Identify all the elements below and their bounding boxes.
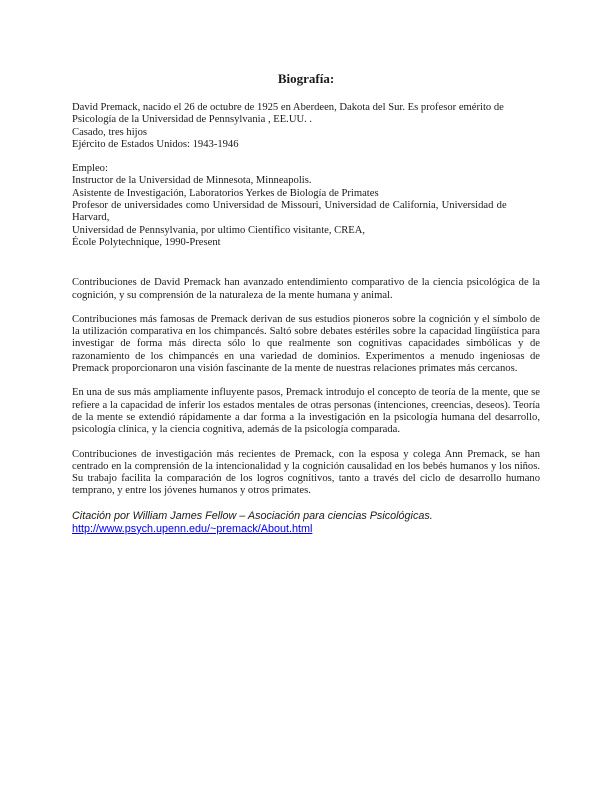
employment-line: École Polytechnique, 1990-Present [72,236,221,248]
body-paragraph: Contribuciones más famosas de Premack derivan de sus estudios pioneros sobre la cognición y el símbolo de la utilización comparativa en los chimpancés. Saltó sobre debates estériles sobre la capacidad lingüística para investigar de forma más directa sólo lo que realmente son cognitivas capacidades simbólicas y de razonamiento de los chimpancés en una variedad de dominios. Experimentos a menudo ingeniosas de Premack proporcionaron una visión fascinante de la mente de nuestras relaciones primates más cercanos. [72,313,540,375]
employment-line: Instructor de la Universidad de Minnesota, Minneapolis. [72,175,312,187]
intro-block [72,102,540,151]
employment-line: Asistente de Investigación, Laboratorios Yerkes de Biología de Primates [72,187,379,199]
intro-line: Ejército de Estados Unidos: 1943-1946 [72,138,239,150]
employment-heading: Empleo: [72,163,108,175]
employment-block [72,163,540,249]
citation-link[interactable]: http://www.psych.upenn.edu/~premack/About.html [72,522,313,535]
intro-line: Casado, tres hijos [72,126,148,138]
intro-line: David Premack, nacido el 26 de octubre de 1925 en Aberdeen, Dakota del Sur. Es profesor emérito de [72,102,504,113]
intro-line: Psicología de la Universidad de Pennsylvania , EE.UU. . [72,114,313,126]
citation-block [72,510,540,536]
citation-text: Citación por William James Fellow – Asociación para ciencias Psicológicas. [72,509,433,522]
page-title: Biografía: [277,71,335,86]
body-paragraph: En una de sus más ampliamente influyente pasos, Premack introdujo el concepto de teoría de la mente, que se refiere a la capacidad de inferir los estados mentales de otras personas (intenciones, creencias, deseos). Teoría de la mente se extendió rápidamente a dar forma a la investigación en la psicología humana del desarrollo, psicología clínica, y la ciencia cognitiva, además de la psicología comparada. [72,387,540,436]
employment-line: Universidad de Pennsylvania, por ultimo Científico visitante, CREA, [72,224,366,236]
document-content [72,72,540,536]
body-paragraph: Contribuciones de investigación más recientes de Premack, con la esposa y colega Ann Premack, se han centrado en la comprensión de la intencionalidad y la cognición causalidad en los bebés humanos y los niños. Su trabajo facilita la comparación de los logros cognitivos, tanto a través del ciclo de desarrollo humano temprano, y entre los jóvenes humanos y otros primates. [72,448,540,497]
employment-line: Harvard, [72,212,110,224]
body-paragraph: Contribuciones de David Premack han avanzado entendimiento comparativo de la ciencia psicológica de la cognición, y su comprensión de la naturaleza de la mente humana y animal. [72,277,540,301]
employment-line: Profesor de universidades como Universidad de Missouri, Universidad de California, Universidad de [72,200,507,212]
